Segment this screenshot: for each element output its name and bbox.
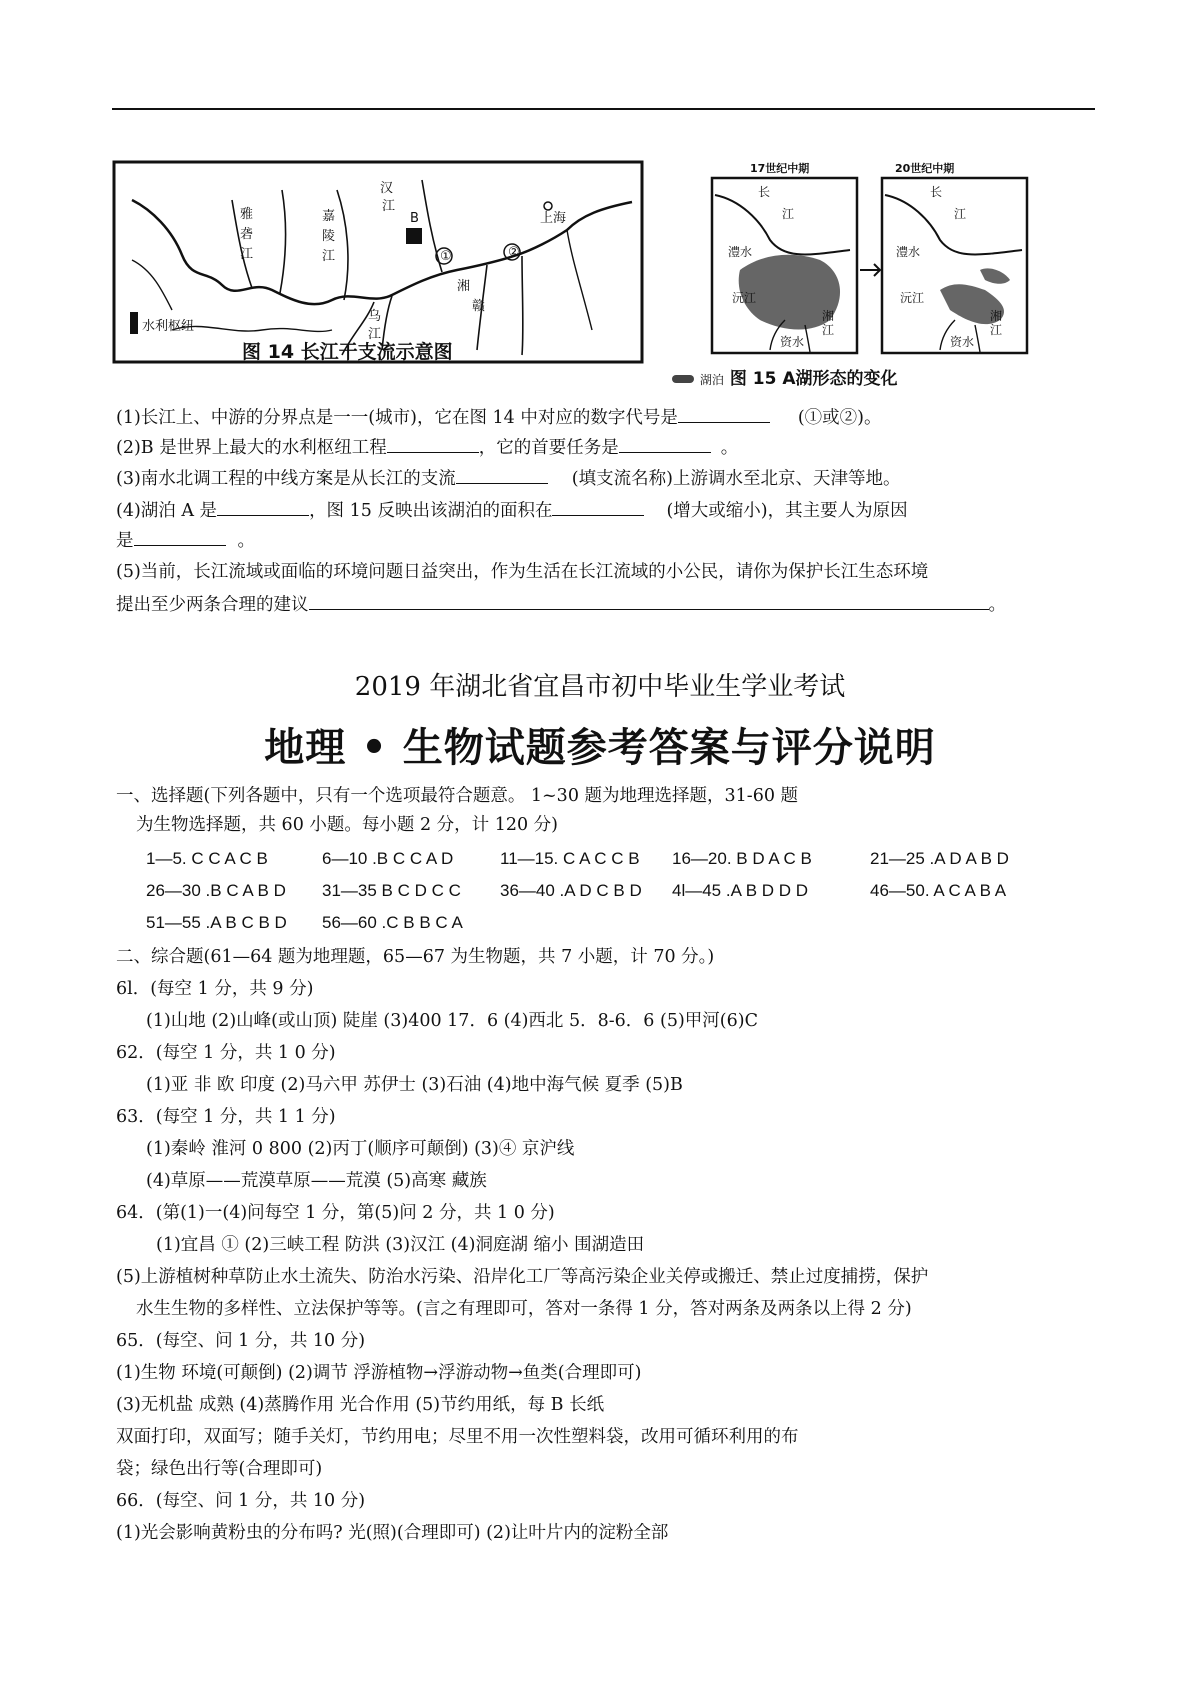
answer-blank[interactable]: [387, 434, 479, 453]
question-5-cont: 提出至少两条合理的建议 。: [116, 591, 1006, 617]
map-label: 资水: [950, 335, 975, 349]
answer-group: 56—60 .C B B C A: [322, 913, 463, 932]
answer-row: [0, 913, 1200, 937]
question-5: (5)当前，长江流域或面临的环境问题日益突出，作为生活在长江流域的小公民，请你为保护长江生态环境: [116, 562, 929, 582]
map-label: 湘: [990, 309, 1003, 323]
answer-blank[interactable]: [678, 404, 770, 423]
figure-15-lake-change: [699, 160, 1030, 390]
lake-legend-icon: [672, 375, 694, 383]
map-label: 江: [382, 199, 396, 214]
answer-group: 1—5. C C A C B: [146, 849, 268, 868]
map-label: 澧水: [896, 245, 921, 259]
map-label: 江: [322, 249, 336, 264]
map-label: 江: [990, 323, 1003, 337]
map-label: ①: [440, 249, 452, 264]
lake-change-drawing: [710, 160, 1030, 390]
panel-left-title: 17世纪中期: [750, 162, 810, 175]
answer-group: 6—10 .B C C A D: [322, 849, 454, 868]
answer-line: (5)上游植树种草防止水土流失、防治水污染、沿岸化工厂等高污染企业关停或搬迁、禁止过度捕捞，保护: [116, 1267, 929, 1287]
answer-line: 双面打印，双面写；随手关灯，节约用电；尽里不用一次性塑料袋，改用可循环利用的布: [116, 1427, 799, 1447]
hydro-hub-legend-icon: [130, 312, 138, 334]
answer-group: 4l—45 .A B D D D: [672, 881, 809, 900]
map-label: 湘: [822, 309, 835, 323]
answer-blank[interactable]: [309, 591, 989, 610]
answer-row: [0, 849, 1200, 873]
answer-key-title: 地理 • 生物试题参考答案与评分说明: [264, 725, 936, 771]
map-label: 澧水: [728, 245, 753, 259]
figure-15-caption: [672, 364, 898, 389]
section-1-intro-cont: 为生物选择题，共 60 小题。每小题 2 分，计 120 分): [136, 815, 559, 835]
header-rule: [112, 108, 1095, 110]
answer-group: 51—55 .A B C B D: [146, 913, 287, 932]
question-4: (4)湖泊 A 是 ，图 15 反映出该湖泊的面积在 (增大或缩小)，其主要人为原因: [116, 497, 908, 523]
answer-line: 65．(每空、问 1 分，共 10 分): [116, 1331, 366, 1351]
section-2-intro: 二、综合题(61—64 题为地理题，65—67 为生物题，共 7 小题，计 70 分。): [116, 947, 715, 967]
map-label: ②: [508, 245, 520, 260]
answer-group: 11—15. C A C C B: [500, 849, 640, 868]
answer-line: (1)光会影响黄粉虫的分布吗? 光(照)(合理即可) (2)让叶片内的淀粉全部: [116, 1523, 669, 1543]
answer-line: 66．(每空、问 1 分，共 10 分): [116, 1491, 366, 1511]
map-label: 江: [368, 327, 382, 342]
map-label: 沅江: [732, 291, 757, 305]
map-label: B: [410, 211, 419, 226]
map-label: 长: [758, 185, 771, 199]
map-label: 湘: [457, 279, 471, 294]
answer-blank[interactable]: [456, 465, 548, 484]
map-label: 江: [240, 247, 254, 262]
answer-line: 袋；绿色出行等(合理即可): [116, 1459, 323, 1479]
map-label: 砻: [240, 227, 254, 242]
panel-right-title: 20世纪中期: [895, 162, 955, 175]
dam-marker-b: [406, 228, 422, 244]
map-label: 嘉: [322, 209, 336, 224]
answer-line: 63．(每空 1 分，共 1 1 分): [116, 1107, 336, 1127]
question-2: (2)B 是世界上最大的水利枢纽工程 ，它的首要任务是 。: [116, 434, 738, 460]
answer-group: 31—35 B C D C C: [322, 881, 461, 900]
map-label: 江: [954, 207, 967, 221]
map-label: 江: [822, 323, 835, 337]
answer-group: 16—20. B D A C B: [672, 849, 812, 868]
answer-blank[interactable]: [619, 434, 711, 453]
figure-14-caption: 图 14 长江干支流示意图: [242, 341, 453, 363]
question-3: (3)南水北调工程的中线方案是从长江的支流 (填支流名称)上游调水至北京、天津等地。: [116, 465, 900, 491]
question-4-cont: 是 。: [116, 527, 255, 553]
answer-blank[interactable]: [134, 527, 226, 546]
answer-group: 21—25 .A D A B D: [870, 849, 1009, 868]
map-label: 乌: [368, 309, 382, 324]
answer-group: 36—40 .A D C B D: [500, 881, 642, 900]
map-label: 资水: [780, 335, 805, 349]
map-label: 江: [782, 207, 795, 221]
question-1: (1)长江上、中游的分界点是一一(城市)，它在图 14 中对应的数字代号是 (①或②)。: [116, 404, 882, 430]
answer-group: 46—50. A C A B A: [870, 881, 1007, 900]
map-label: 陵: [322, 229, 336, 244]
hydro-hub-legend-label: 水利枢纽: [142, 319, 195, 334]
answer-line: (1)山地 (2)山峰(或山顶) 陡崖 (3)400 17．6 (4)西北 5．8-6．6 (5)甲河(6)C: [146, 1011, 758, 1031]
map-label: 沅江: [900, 291, 925, 305]
map-label: 汉: [380, 181, 394, 196]
answer-line: (1)秦岭 淮河 0 800 (2)丙丁(顺序可颠倒) (3)④ 京沪线: [146, 1139, 575, 1159]
answer-line: 64．(第(1)一(4)问每空 1 分，第(5)问 2 分，共 1 0 分): [116, 1203, 555, 1223]
answer-line: (1)生物 环境(可颠倒) (2)调节 浮游植物→浮游动物→鱼类(合理即可): [116, 1363, 642, 1383]
answer-line: (1)亚 非 欧 印度 (2)马六甲 苏伊士 (3)石油 (4)地中海气候 夏季 (5)B: [146, 1075, 683, 1095]
answer-line: 62．(每空 1 分，共 1 0 分): [116, 1043, 336, 1063]
answer-line: 水生生物的多样性、立法保护等等。(言之有理即可，答对一条得 1 分，答对两条及两条以上得 2 分): [136, 1299, 912, 1319]
answer-line: (1)宜昌 ① (2)三峡工程 防洪 (3)汉江 (4)洞庭湖 缩小 围湖造田: [156, 1235, 645, 1255]
answer-line: 6l．(每空 1 分，共 9 分): [116, 979, 314, 999]
figure-15-caption-text: 图 15 A湖形态的变化: [729, 369, 898, 389]
answer-line: (4)草原——荒漠草原——荒漠 (5)高寒 藏族: [146, 1171, 487, 1191]
map-label: 上海: [540, 211, 567, 226]
answer-row: [0, 881, 1200, 905]
section-1-intro: 一、选择题(下列各题中，只有一个选项最符合题意。 1~30 题为地理选择题，31-60 题: [116, 786, 799, 806]
map-label: 赣: [472, 299, 486, 314]
answer-blank[interactable]: [552, 497, 644, 516]
figure-14-yangtze-map: [112, 160, 644, 390]
answer-line: (3)无机盐 成熟 (4)蒸腾作用 光合作用 (5)节约用纸，每 B 长纸: [116, 1395, 605, 1415]
map-label: 长: [930, 185, 943, 199]
lake-legend-label: 湖泊: [699, 373, 724, 387]
map-label: 雅: [240, 207, 254, 222]
exam-title: 2019 年湖北省宜昌市初中毕业生学业考试: [354, 672, 846, 702]
answer-group: 26—30 .B C A B D: [146, 881, 286, 900]
answer-blank[interactable]: [217, 497, 309, 516]
